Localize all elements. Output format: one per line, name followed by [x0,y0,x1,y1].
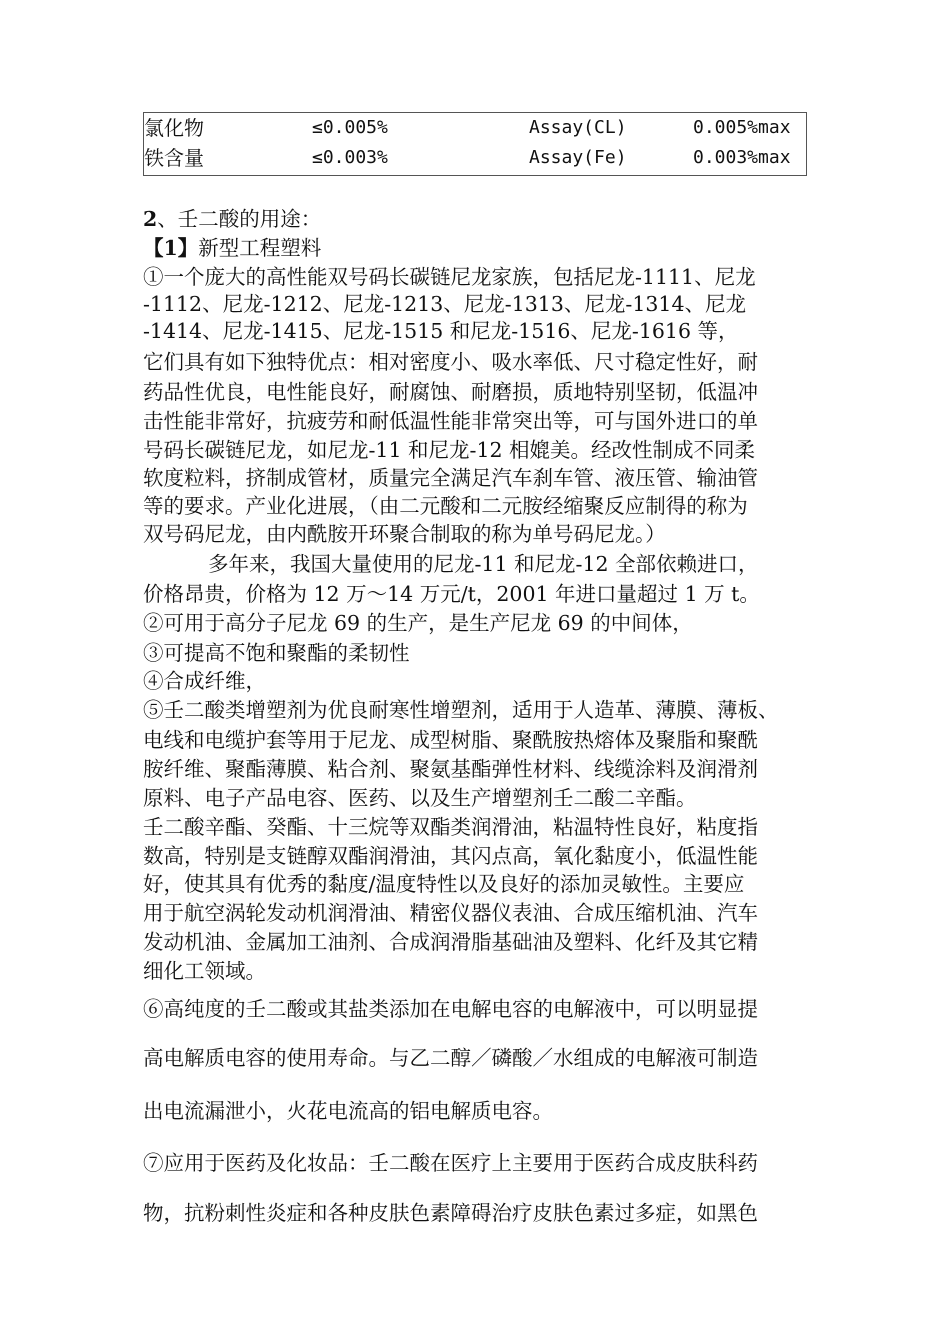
table-cell: ≤0.003% [312,147,388,168]
body-line: 胺纤维、聚酯薄膜、粘合剂、聚氨基酯弹性材料、线缆涂料及润滑剂 [143,757,758,781]
table-cell: 铁含量 [144,146,204,170]
body-line: ⑦应用于医药及化妆品：壬二酸在医疗上主要用于医药合成皮肤科药 [143,1151,758,1175]
section-heading-text: 、壬二酸的用途： [157,207,322,231]
body-line: -1112、尼龙-1212、尼龙-1213、尼龙-1313、尼龙-1314、尼龙 [143,292,746,316]
body-line: 原料、电子产品电容、医药、以及生产增塑剂壬二酸二辛酯。 [143,786,697,810]
subsection-heading-text: 新型工程塑料 [198,236,322,260]
body-line: 双号码尼龙，由内酰胺开环聚合制取的称为单号码尼龙。） [143,522,666,546]
body-line: 出电流漏泄小，火花电流高的铝电解质电容。 [143,1099,553,1123]
body-line: 电线和电缆护套等用于尼龙、成型树脂、聚酰胺热熔体及聚脂和聚酰 [143,728,758,752]
body-line: 软度粒料，挤制成管材，质量完全满足汽车刹车管、液压管、输油管 [143,466,758,490]
body-line: 好，使其具有优秀的黏度/温度特性以及良好的添加灵敏性。主要应 [143,872,745,896]
body-line: 药品性优良，电性能良好，耐腐蚀、耐磨损，质地特别坚韧，低温冲 [143,380,758,404]
body-line: ④合成纤维， [143,669,266,693]
body-line: 击性能非常好，抗疲劳和耐低温性能非常突出等，可与国外进口的单 [143,409,758,433]
body-line: ①一个庞大的高性能双号码长碳链尼龙家族，包括尼龙-1111、尼龙 [143,265,756,289]
body-line: 价格昂贵，价格为 12 万～14 万元/t，2001 年进口量超过 1 万 t。 [143,582,760,606]
spec-table [143,112,807,176]
body-line: ⑤壬二酸类增塑剂为优良耐寒性增塑剂，适用于人造革、薄膜、薄板、 [143,698,779,722]
table-row [144,113,806,143]
body-line: ②可用于高分子尼龙 69 的生产，是生产尼龙 69 的中间体， [143,611,693,635]
table-row [144,143,806,173]
body-line: 数高，特别是支链醇双酯润滑油，其闪点高，氧化黏度小，低温性能 [143,844,758,868]
body-line: 等的要求。产业化进展，（由二元酸和二元胺经缩聚反应制得的称为 [143,494,748,518]
table-cell: Assay(Fe) [529,147,627,168]
section-heading [143,202,813,232]
body-line: -1414、尼龙-1415、尼龙-1515 和尼龙-1516、尼龙-1616 等， [143,319,739,343]
body-line: 发动机油、金属加工油剂、合成润滑脂基础油及塑料、化纤及其它精 [143,930,758,954]
table-cell: 0.005%max [693,117,791,138]
table-cell: 氯化物 [144,116,204,140]
table-cell: 0.003%max [693,147,791,168]
body-line: 用于航空涡轮发动机润滑油、精密仪器仪表油、合成压缩机油、汽车 [143,901,758,925]
body-line: 物，抗粉刺性炎症和各种皮肤色素障碍治疗皮肤色素过多症，如黑色 [143,1201,758,1225]
subsection-bracket: 【1】 [143,236,199,260]
body-line: 它们具有如下独特优点：相对密度小、吸水率低、尺寸稳定性好，耐 [143,350,758,374]
table-cell: Assay(CL) [529,117,627,138]
body-line: 多年来，我国大量使用的尼龙-11 和尼龙-12 全部依赖进口， [208,552,759,576]
body-line: ③可提高不饱和聚酯的柔韧性 [143,641,410,665]
body-line: 号码长碳链尼龙，如尼龙-11 和尼龙-12 相媲美。经改性制成不同柔 [143,438,756,462]
body-line: ⑥高纯度的壬二酸或其盐类添加在电解电容的电解液中，可以明显提 [143,997,758,1021]
body-line: 细化工领域。 [143,959,266,983]
body-line: 壬二酸辛酯、癸酯、十三烷等双酯类润滑油，粘温特性良好，粘度指 [143,815,758,839]
table-cell: ≤0.005% [312,117,388,138]
body-line: 高电解质电容的使用寿命。与乙二醇／磷酸／水组成的电解液可制造 [143,1046,758,1070]
section-number: 2 [143,207,158,231]
subsection-heading [143,231,813,261]
